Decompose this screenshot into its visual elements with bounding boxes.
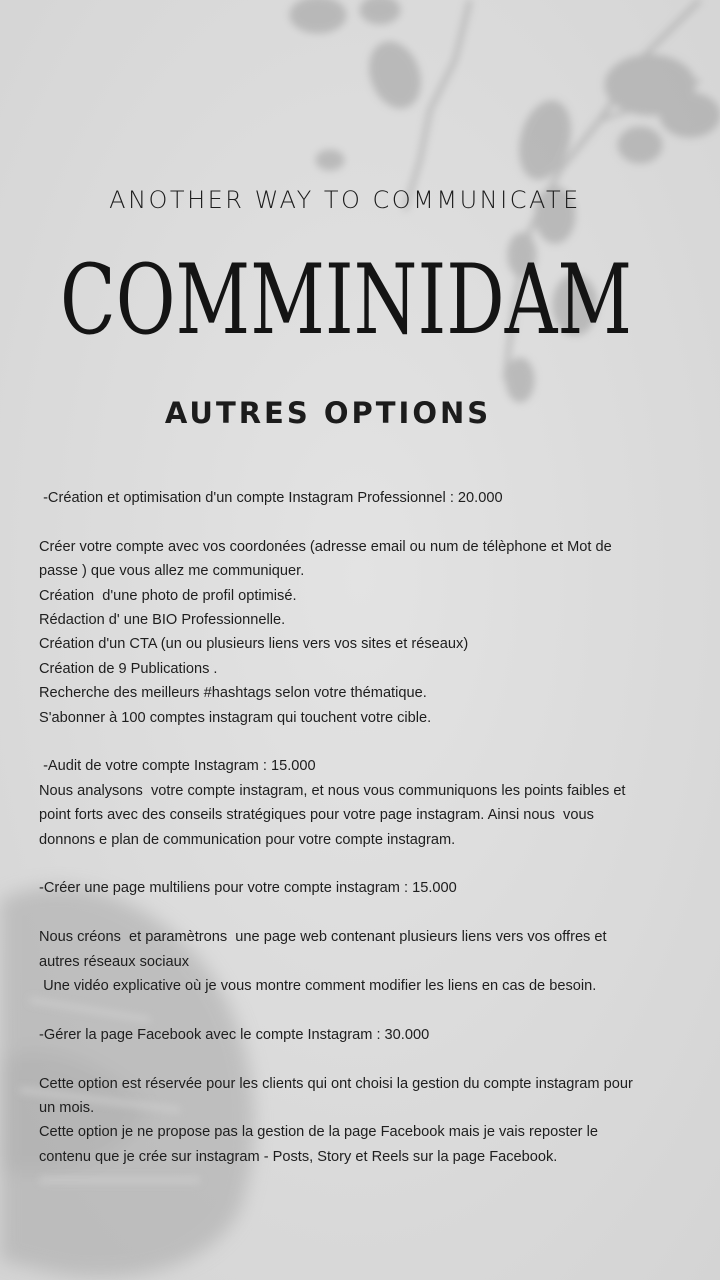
text-line: -Gérer la page Facebook avec le compte Instagram : 30.000 (39, 1026, 430, 1043)
spacer-line (39, 901, 715, 925)
spacer-line (39, 852, 715, 876)
text-line: Création d'un CTA (un ou plusieurs liens vers vos sites et réseaux) (39, 636, 469, 653)
spacer-line (39, 998, 715, 1022)
text-line: -Créer une page multiliens pour votre compte instagram : 15.000 (39, 880, 457, 897)
options-description (39, 486, 715, 1169)
text-line: donnons e plan de communication pour votre compte instagram. (39, 831, 456, 848)
text-line: S'abonner à 100 comptes instagram qui touchent votre cible. (39, 709, 432, 726)
spacer-line (39, 730, 715, 754)
text-line: Cette option je ne propose pas la gestion de la page Facebook mais je vais reposter le (39, 1124, 598, 1141)
text-line: -Création et optimisation d'un compte Instagram Professionnel : 20.000 (39, 490, 503, 506)
text-line: Une vidéo explicative où je vous montre comment modifier les liens en cas de besoin. (39, 978, 597, 995)
text-line: Nous créons et paramètrons une page web contenant plusieurs liens vers vos offres et (39, 929, 607, 946)
text-line: passe ) que vous allez me communiquer. (39, 563, 305, 580)
text-line: Création d'une photo de profil optimisé. (39, 587, 297, 604)
text-line: Nous analysons votre compte instagram, et nous vous communiquons les points faibles et (39, 782, 626, 799)
tagline: ANOTHER WAY TO COMMUNICATE (109, 186, 581, 214)
text-line: Recherche des meilleurs #hashtags selon votre thématique. (39, 685, 427, 702)
text-line: Créer votre compte avec vos coordonées (adresse email ou num de télèphone et Mot de (39, 538, 612, 555)
text-line: contenu que je crée sur instagram - Posts, Story et Reels sur la page Facebook. (39, 1148, 558, 1165)
text-line: -Audit de votre compte Instagram : 15.000 (39, 758, 316, 775)
spacer-line (39, 510, 715, 534)
brand-wordmark: COMMINIDAM (60, 255, 632, 341)
text-line: Création de 9 Publications . (39, 660, 218, 677)
spacer-line (39, 1047, 715, 1071)
text-line: Rédaction d' une BIO Professionnelle. (39, 612, 286, 629)
text-line: Cette option est réservée pour les clients qui ont choisi la gestion du compte instagram pour (39, 1075, 633, 1092)
text-line: point forts avec des conseils stratégiques pour votre page instagram. Ainsi nous vous (39, 807, 594, 824)
text-line: autres réseaux sociaux (39, 953, 190, 970)
text-line: un mois. (39, 1100, 95, 1117)
section-title: AUTRES OPTIONS (164, 396, 492, 430)
brand-logo (56, 255, 636, 341)
